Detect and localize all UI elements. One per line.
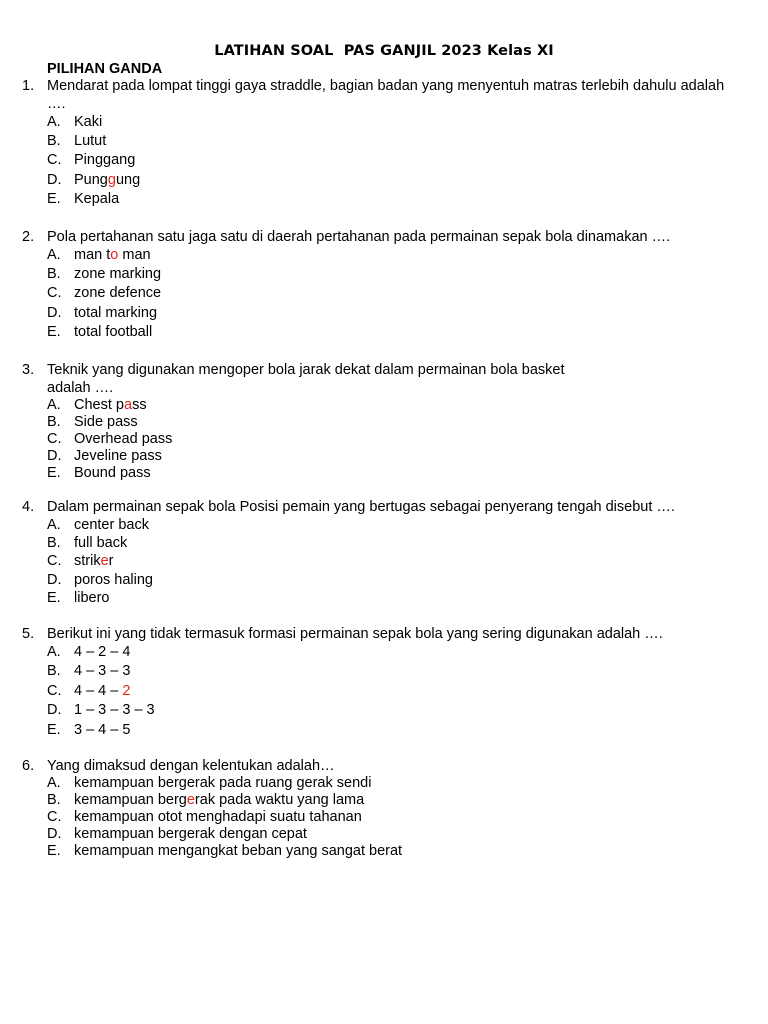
option-letter: A. [47, 644, 61, 660]
option-text-part: total football [74, 323, 153, 340]
option-letter: E. [47, 589, 61, 606]
option-letter: E. [47, 323, 61, 340]
option-text-part: kemampuan bergerak pada ruang gerak sendi [74, 775, 372, 791]
option-text-part: Pinggang [74, 152, 136, 169]
option-d [47, 826, 742, 843]
option-a [47, 516, 742, 534]
question-number: 2. [22, 229, 35, 245]
option-text [74, 571, 153, 589]
option-text [74, 265, 161, 284]
question-stem [22, 77, 742, 113]
question-2 [22, 228, 742, 342]
option-text-part: man t [74, 247, 111, 263]
option-letter: C. [47, 431, 62, 447]
answer-mark: e [186, 792, 195, 808]
question-number: 5. [22, 626, 35, 642]
option-a [47, 113, 742, 132]
option-e [47, 721, 742, 740]
option-letter: B. [47, 535, 61, 552]
option-c [47, 151, 742, 170]
option-text [74, 171, 140, 190]
option-letter: E. [47, 721, 61, 738]
option-text-part: zone defence [74, 285, 162, 302]
option-text [74, 516, 149, 534]
option-text [74, 465, 151, 482]
option-text [74, 414, 138, 431]
option-text-part: kemampuan berg [74, 792, 187, 808]
option-d [47, 571, 742, 589]
option-c [47, 552, 742, 570]
option-text-part: 4 – 4 – [74, 682, 123, 699]
option-text-part: Bound pass [74, 465, 151, 481]
option-letter: B. [47, 663, 61, 680]
option-letter: B. [47, 414, 61, 430]
question-stem [22, 757, 742, 775]
option-a [47, 397, 742, 414]
option-c [47, 284, 742, 303]
option-text-part: man [118, 247, 151, 263]
option-letter: D. [47, 448, 62, 464]
option-letter: D. [47, 304, 62, 321]
option-text [74, 792, 364, 809]
option-text [74, 589, 109, 607]
option-text [74, 826, 307, 843]
option-b [47, 132, 742, 151]
option-text-part: kemampuan bergerak dengan cepat [74, 826, 307, 842]
option-text [74, 809, 362, 826]
question-6 [22, 757, 742, 860]
question-text-continuation: adalah …. [47, 380, 114, 396]
option-letter: D. [47, 171, 62, 188]
option-c [47, 431, 742, 448]
option-text [74, 431, 172, 448]
option-a [47, 643, 742, 662]
question-4 [22, 498, 742, 607]
option-text-part: 4 – 2 – 4 [74, 644, 131, 660]
answer-mark: o [110, 247, 119, 263]
section-title: PILIHAN GANDA [47, 61, 163, 77]
option-c [47, 682, 742, 701]
option-text [74, 151, 135, 170]
option-letter: E. [47, 190, 61, 207]
option-list [47, 516, 742, 607]
option-letter: E. [47, 843, 61, 859]
option-text [74, 682, 130, 701]
page-title: LATIHAN SOAL PAS GANJIL 2023 Kelas XI [214, 43, 554, 59]
question-number: 4. [22, 499, 35, 515]
question-number: 6. [22, 758, 35, 774]
option-c [47, 809, 742, 826]
option-text [74, 246, 151, 265]
question-text: Pola pertahanan satu jaga satu di daerah pertahanan pada permainan sepak bola dinamakan …. [47, 229, 671, 245]
option-letter: B. [47, 266, 61, 283]
option-list [47, 775, 742, 860]
option-text-part: 4 – 3 – 3 [74, 663, 131, 680]
option-text-part: Jeveline pass [74, 448, 162, 464]
option-letter: A. [47, 517, 61, 533]
option-e [47, 323, 742, 342]
answer-mark: a [123, 397, 133, 413]
option-text-part: Kaki [74, 114, 103, 130]
option-letter: C. [47, 553, 62, 570]
option-text-part: Overhead pass [74, 431, 173, 447]
option-e [47, 190, 742, 209]
option-text-part: r [108, 553, 114, 570]
option-text-part: kemampuan otot menghadapi suatu tahanan [74, 809, 362, 825]
option-text-part: rak pada waktu yang lama [194, 792, 365, 808]
answer-mark: e [100, 553, 109, 570]
option-text [74, 323, 152, 342]
option-text-part: ss [132, 397, 147, 413]
option-text-part: ung [115, 171, 141, 188]
question-stem [22, 498, 742, 516]
option-text [74, 701, 155, 720]
option-text [74, 132, 106, 151]
option-b [47, 792, 742, 809]
question-stem [22, 228, 742, 246]
option-d [47, 171, 742, 190]
option-letter: A. [47, 775, 61, 791]
option-letter: D. [47, 826, 62, 842]
option-text-part: 3 – 4 – 5 [74, 721, 131, 738]
question-3 [22, 361, 742, 482]
option-text-part: kemampuan mengangkat beban yang sangat berat [74, 843, 403, 859]
option-a [47, 246, 742, 265]
question-stem [22, 625, 742, 643]
option-text-part: total marking [74, 304, 158, 321]
option-text-part: Side pass [74, 414, 138, 430]
option-text-part: Pung [74, 171, 108, 188]
option-list [47, 397, 742, 482]
option-letter: C. [47, 682, 62, 699]
option-letter: A. [47, 114, 61, 130]
option-letter: A. [47, 397, 61, 413]
option-text [74, 113, 102, 132]
option-text [74, 397, 147, 414]
option-text [74, 534, 127, 552]
question-number: 3. [22, 362, 35, 378]
option-text [74, 552, 114, 570]
option-text [74, 304, 157, 323]
option-d [47, 448, 742, 465]
option-text [74, 190, 119, 209]
option-text [74, 284, 161, 303]
option-letter: C. [47, 152, 62, 169]
option-list [47, 643, 742, 740]
question-1 [22, 77, 742, 209]
option-letter: C. [47, 285, 62, 302]
option-d [47, 304, 742, 323]
option-text [74, 721, 130, 740]
option-letter: D. [47, 571, 62, 588]
option-text-part: poros haling [74, 571, 153, 588]
option-b [47, 414, 742, 431]
question-text: Yang dimaksud dengan kelentukan adalah… [47, 758, 335, 774]
option-e [47, 465, 742, 482]
option-text-part: Lutut [74, 133, 107, 150]
option-text-part: 1 – 3 – 3 – 3 [74, 702, 155, 719]
option-text [74, 448, 162, 465]
option-letter: C. [47, 809, 62, 825]
option-d [47, 701, 742, 720]
option-letter: B. [47, 133, 61, 150]
answer-mark: 2 [122, 682, 131, 699]
option-b [47, 265, 742, 284]
question-5 [22, 625, 742, 740]
option-e [47, 589, 742, 607]
option-text-part: center back [74, 517, 149, 533]
option-text-part: libero [74, 589, 110, 606]
option-text-part: full back [74, 535, 128, 552]
option-letter: B. [47, 792, 61, 808]
option-b [47, 662, 742, 681]
option-text [74, 843, 402, 860]
option-letter: D. [47, 702, 62, 719]
option-text [74, 643, 130, 662]
option-a [47, 775, 742, 792]
option-text-part: strik [74, 553, 101, 570]
question-text: Dalam permainan sepak bola Posisi pemain yang bertugas sebagai penyerang tengah disebut …. [47, 499, 675, 515]
option-text-part: Kepala [74, 190, 120, 207]
answer-mark: g [107, 171, 116, 188]
option-list [47, 246, 742, 342]
question-text: Berikut ini yang tidak termasuk formasi permainan sepak bola yang sering digunakan adalah …. [47, 626, 663, 642]
option-list [47, 113, 742, 209]
option-b [47, 534, 742, 552]
question-number: 1. [22, 78, 35, 94]
question-text: Mendarat pada lompat tinggi gaya straddle, bagian badan yang menyentuh matras terlebih dahulu adalah …. [47, 78, 725, 112]
question-text: Teknik yang digunakan mengoper bola jarak dekat dalam permainan bola basket [47, 362, 565, 378]
option-text [74, 775, 371, 792]
option-text-part: Chest p [74, 397, 124, 413]
option-e [47, 843, 742, 860]
option-letter: A. [47, 247, 61, 263]
question-stem [22, 361, 742, 379]
option-text-part: zone marking [74, 266, 162, 283]
option-text [74, 662, 130, 681]
option-letter: E. [47, 465, 61, 481]
